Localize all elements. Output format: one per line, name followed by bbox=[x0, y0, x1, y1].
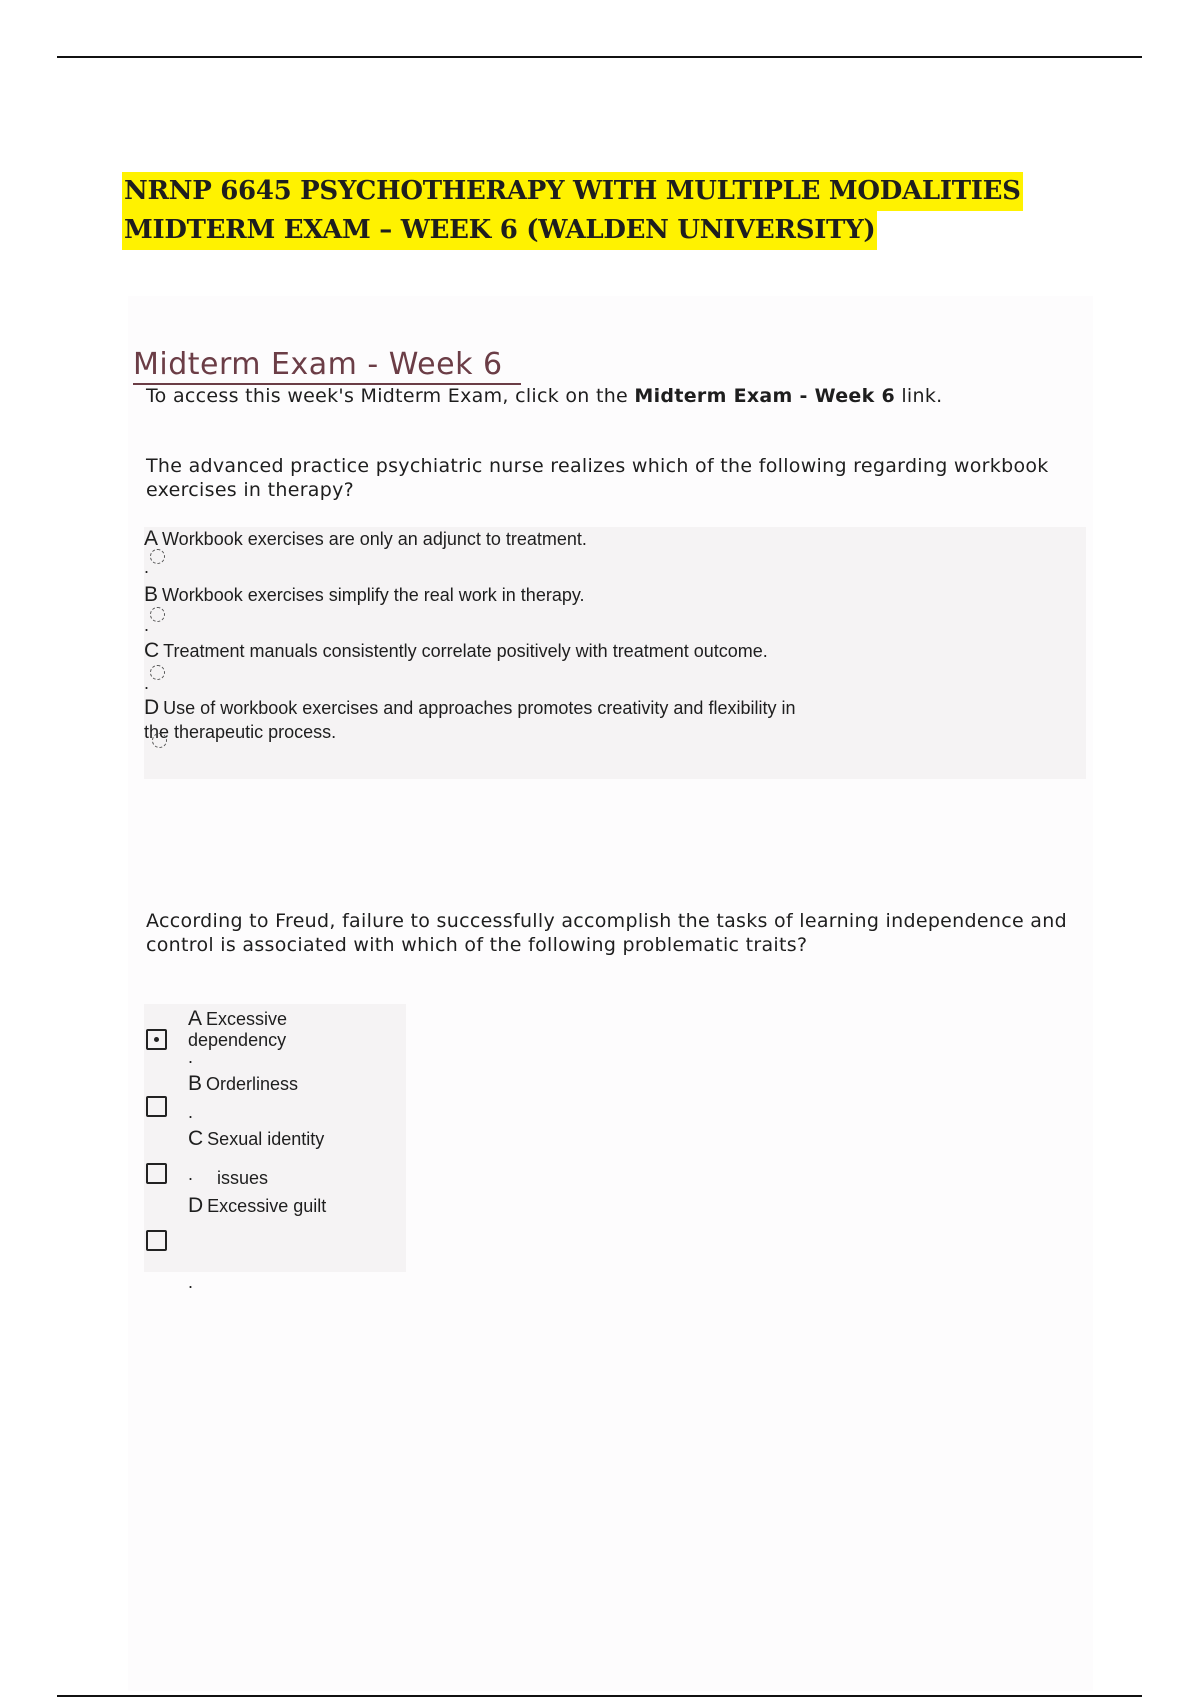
q2-option-b-text: Orderliness bbox=[206, 1074, 299, 1094]
bullet-dot: . bbox=[188, 1102, 194, 1122]
bullet-dot: . bbox=[144, 615, 150, 635]
q1-option-c-text: Treatment manuals consistently correlate positively with treatment outcome. bbox=[163, 641, 768, 661]
bottom-rule bbox=[57, 1695, 1142, 1697]
q1-option-d-text: Use of workbook exercises and approaches promotes creativity and flexibility in bbox=[163, 698, 796, 718]
document-title bbox=[122, 172, 1023, 250]
q2-option-c-letter: C bbox=[188, 1127, 204, 1150]
q2-option-b-checkbox[interactable] bbox=[146, 1096, 167, 1117]
top-rule bbox=[57, 56, 1142, 58]
q1-option-b[interactable] bbox=[144, 583, 585, 607]
exam-heading: Midterm Exam - Week 6 bbox=[133, 347, 521, 385]
bullet-dot: . bbox=[188, 1047, 194, 1067]
q1-option-b-text: Workbook exercises simplify the real work in therapy. bbox=[162, 585, 585, 605]
q2-option-d[interactable] bbox=[188, 1194, 326, 1218]
question-2-text: According to Freud, failure to successfully accomplish the tasks of learning independence and control is associated with which of the following problematic traits? bbox=[146, 910, 1067, 956]
q1-option-b-letter: B bbox=[144, 583, 159, 606]
q1-option-d-radio[interactable] bbox=[152, 733, 167, 748]
q1-option-a-letter: A bbox=[144, 527, 159, 550]
q1-option-d[interactable] bbox=[144, 696, 884, 744]
q2-option-c-checkbox[interactable] bbox=[146, 1163, 167, 1184]
intro-prefix: To access this week's Midterm Exam, click on the bbox=[146, 385, 635, 407]
q1-option-a-radio[interactable] bbox=[150, 549, 165, 564]
bullet-dot: . bbox=[188, 1164, 194, 1184]
exam-panel bbox=[128, 296, 1093, 1691]
document-title-line-1: NRNP 6645 PSYCHOTHERAPY WITH MULTIPLE MODALITIES bbox=[122, 172, 1023, 211]
exam-intro bbox=[146, 384, 942, 408]
q2-option-b-letter: B bbox=[188, 1072, 203, 1095]
q2-option-c-text-cont: issues bbox=[217, 1168, 269, 1188]
q2-option-a-text-cont: dependency bbox=[188, 1030, 287, 1050]
bullet-dot: . bbox=[188, 1272, 194, 1292]
q1-option-b-radio[interactable] bbox=[150, 607, 165, 622]
q1-option-c-letter: C bbox=[144, 639, 160, 662]
q2-option-d-letter: D bbox=[188, 1194, 204, 1217]
midterm-exam-link[interactable]: Midterm Exam - Week 6 bbox=[634, 385, 895, 407]
q1-option-c-radio[interactable] bbox=[150, 665, 165, 680]
q2-option-c-text: Sexual identity bbox=[207, 1129, 325, 1149]
q1-option-c[interactable] bbox=[144, 639, 768, 663]
question-2-options bbox=[144, 1004, 406, 1272]
intro-suffix: link. bbox=[894, 385, 943, 407]
bullet-dot: . bbox=[144, 673, 150, 693]
q2-option-d-text: Excessive guilt bbox=[207, 1196, 327, 1216]
document-title-line-2: MIDTERM EXAM – WEEK 6 (WALDEN UNIVERSITY) bbox=[122, 211, 877, 250]
question-1-text: The advanced practice psychiatric nurse realizes which of the following regarding workbook exercises in therapy? bbox=[146, 455, 1049, 501]
q2-option-a-letter: A bbox=[188, 1007, 203, 1030]
q2-option-a[interactable] bbox=[188, 1008, 287, 1051]
q2-option-a-text: Excessive bbox=[206, 1009, 288, 1029]
q2-option-d-checkbox[interactable] bbox=[146, 1230, 167, 1251]
q1-option-d-text-cont: the therapeutic process. bbox=[144, 722, 337, 742]
q2-option-b[interactable] bbox=[188, 1072, 298, 1096]
q2-option-c[interactable] bbox=[188, 1127, 324, 1151]
q1-option-d-letter: D bbox=[144, 696, 160, 719]
q2-option-a-checkbox[interactable] bbox=[146, 1029, 167, 1050]
bullet-dot: . bbox=[144, 557, 150, 577]
question-1-options bbox=[144, 527, 1086, 779]
q1-option-a[interactable] bbox=[144, 527, 587, 551]
q1-option-a-text: Workbook exercises are only an adjunct to treatment. bbox=[162, 529, 587, 549]
